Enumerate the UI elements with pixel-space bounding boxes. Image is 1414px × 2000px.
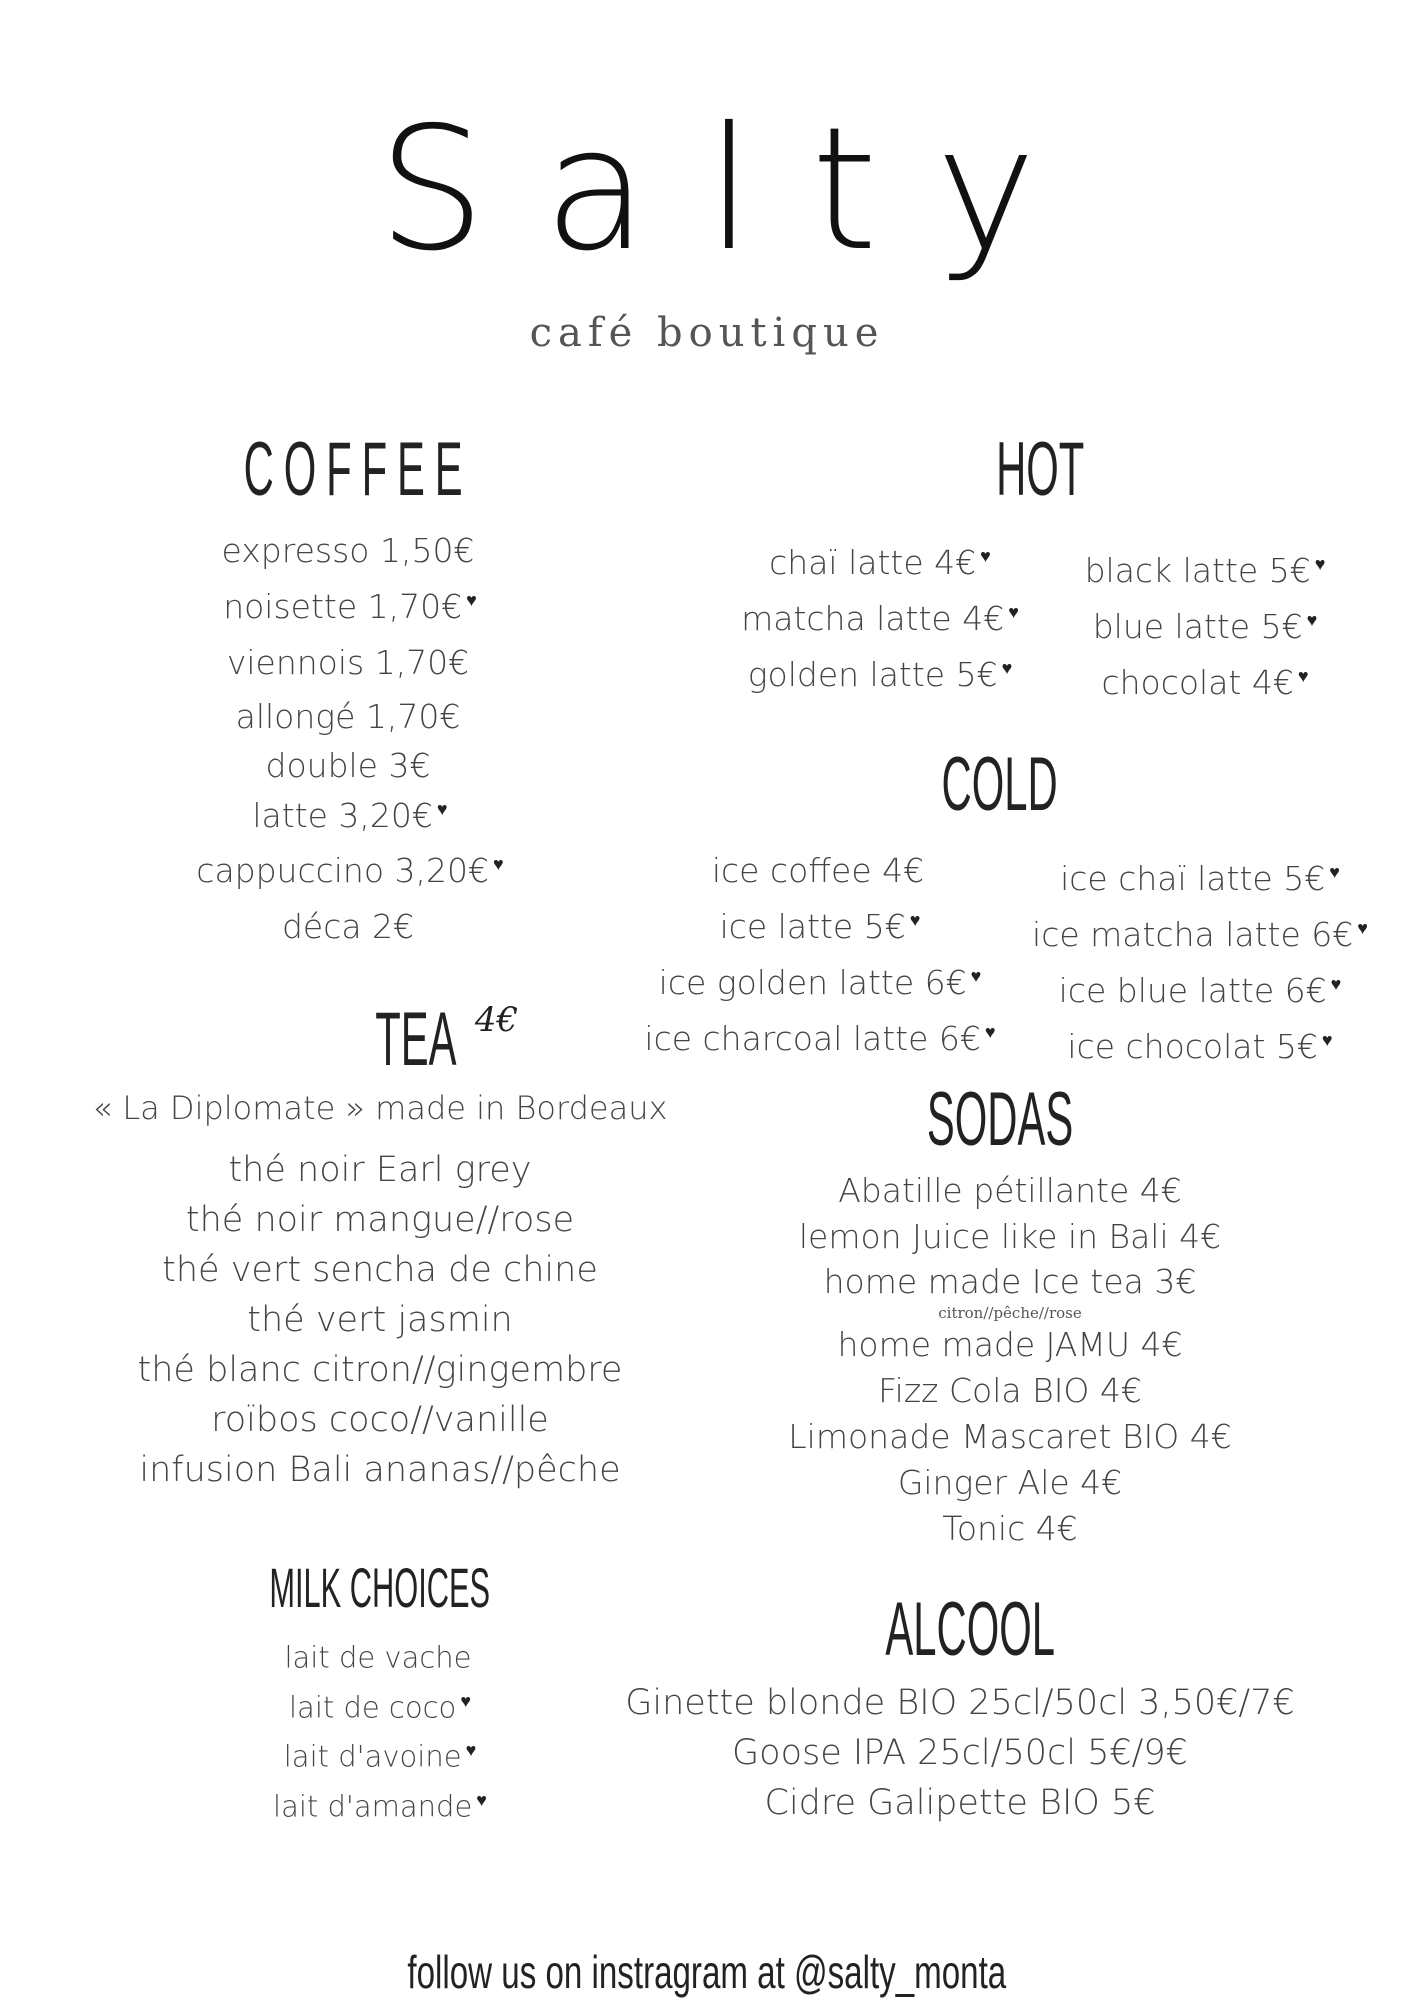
tea-item: thé blanc citron//gingembre bbox=[137, 1350, 623, 1390]
soda-item: Abatille pétillante 4€ bbox=[838, 1171, 1182, 1210]
heart-icon: ♥ bbox=[970, 966, 982, 987]
alcool-list bbox=[560, 1678, 1360, 1828]
cold-heading: COLD bbox=[941, 742, 1059, 827]
tea-item: thé noir mangue//rose bbox=[185, 1200, 575, 1240]
heart-icon: ♥ bbox=[1306, 610, 1318, 631]
tea-item: thé noir Earl grey bbox=[228, 1150, 532, 1190]
alcool-item: Ginette blonde BIO 25cl/50cl 3,50€/7€ bbox=[625, 1683, 1295, 1723]
hot-list-left bbox=[700, 532, 1060, 700]
alcool-item: Cidre Galipette BIO 5€ bbox=[764, 1783, 1156, 1823]
cold-item: ice chaï latte 5€ ♥ bbox=[1060, 859, 1340, 898]
heart-icon: ♥ bbox=[980, 546, 991, 567]
alcool-heading: ALCOOL bbox=[885, 1587, 1055, 1672]
tea-price: 4€ bbox=[474, 1000, 519, 1040]
hot-list-right bbox=[1055, 540, 1355, 708]
cold-item: ice coffee 4€ bbox=[711, 851, 925, 890]
milk-item: lait de vache bbox=[284, 1640, 472, 1675]
coffee-heading: COFFEE bbox=[243, 427, 473, 512]
coffee-item: expresso 1,50€ bbox=[221, 531, 475, 570]
cold-list-left bbox=[620, 840, 1020, 1064]
sodas-list bbox=[760, 1168, 1260, 1552]
heart-icon: ♥ bbox=[1330, 974, 1342, 995]
heart-icon: ♥ bbox=[1297, 666, 1309, 687]
heart-icon: ♥ bbox=[984, 1022, 996, 1043]
hot-item: chocolat 4€ ♥ bbox=[1101, 663, 1309, 702]
soda-item: home made Ice tea 3€ bbox=[823, 1262, 1197, 1301]
tea-brand-line: « La Diplomate » made in Bordeaux bbox=[92, 1089, 668, 1127]
heart-icon: ♥ bbox=[465, 1740, 477, 1762]
cold-item: ice latte 5€ ♥ bbox=[719, 907, 921, 946]
hot-item: blue latte 5€ ♥ bbox=[1092, 607, 1318, 646]
coffee-item: allongé 1,70€ bbox=[235, 697, 461, 736]
soda-item: lemon Juice like in Bali 4€ bbox=[798, 1217, 1222, 1256]
hot-item: matcha latte 4€ ♥ bbox=[741, 599, 1019, 638]
coffee-item: double 3€ bbox=[265, 746, 431, 785]
coffee-item: cappuccino 3,20€ ♥ bbox=[196, 851, 504, 890]
hot-heading: HOT bbox=[995, 427, 1085, 512]
milk-list bbox=[180, 1630, 580, 1829]
soda-item: Tonic 4€ bbox=[942, 1509, 1078, 1548]
cold-item: ice blue latte 6€ ♥ bbox=[1058, 971, 1342, 1010]
heart-icon: ♥ bbox=[909, 910, 921, 931]
alcool-item: Goose IPA 25cl/50cl 5€/9€ bbox=[732, 1733, 1188, 1773]
heart-icon: ♥ bbox=[436, 799, 448, 820]
tea-item: thé vert jasmin bbox=[247, 1300, 513, 1340]
heart-icon: ♥ bbox=[466, 590, 477, 611]
soda-item: home made JAMU 4€ bbox=[837, 1325, 1183, 1364]
brand-subtitle: café boutique bbox=[529, 310, 885, 356]
cold-item: ice golden latte 6€ ♥ bbox=[658, 963, 982, 1002]
milk-heading: MILK CHOICES bbox=[269, 1556, 491, 1619]
heart-icon: ♥ bbox=[1008, 602, 1019, 623]
coffee-item: viennois 1,70€ bbox=[226, 643, 470, 682]
soda-item: Ginger Ale 4€ bbox=[897, 1463, 1123, 1502]
coffee-item: latte 3,20€ ♥ bbox=[252, 796, 448, 835]
heart-icon: ♥ bbox=[1314, 554, 1326, 575]
instagram-footer: follow us on instragram at @salty_monta bbox=[407, 1946, 1007, 1998]
milk-item: lait de coco ♥ bbox=[288, 1690, 471, 1725]
tea-item: thé vert sencha de chine bbox=[162, 1250, 598, 1290]
cold-item: ice charcoal latte 6€ ♥ bbox=[644, 1019, 996, 1058]
heart-icon: ♥ bbox=[476, 1789, 487, 1811]
hot-item: chaï latte 4€ ♥ bbox=[769, 543, 991, 582]
heart-icon: ♥ bbox=[1001, 658, 1013, 679]
coffee-list bbox=[150, 520, 550, 952]
hot-item: black latte 5€ ♥ bbox=[1084, 551, 1326, 590]
tea-item: roïbos coco//vanille bbox=[211, 1400, 549, 1440]
cold-list-right bbox=[1010, 848, 1390, 1072]
cold-item: ice chocolat 5€ ♥ bbox=[1067, 1027, 1333, 1066]
milk-item: lait d'avoine ♥ bbox=[283, 1739, 477, 1774]
soda-item: Fizz Cola BIO 4€ bbox=[878, 1371, 1142, 1410]
hot-item: golden latte 5€ ♥ bbox=[747, 655, 1013, 694]
sodas-heading: SODAS bbox=[926, 1077, 1074, 1162]
tea-heading: TEA 4€ bbox=[375, 997, 519, 1082]
soda-item: Limonade Mascaret BIO 4€ bbox=[788, 1417, 1232, 1456]
tea-item: infusion Bali ananas//pêche bbox=[139, 1450, 621, 1490]
brand-logo: Salty bbox=[377, 91, 1095, 289]
coffee-item: déca 2€ bbox=[281, 907, 415, 946]
heart-icon: ♥ bbox=[1329, 862, 1340, 883]
ice-tea-flavors-note: citron//pêche//rose bbox=[938, 1304, 1082, 1322]
heart-icon: ♥ bbox=[493, 854, 504, 875]
coffee-item: noisette 1,70€ ♥ bbox=[223, 587, 477, 626]
heart-icon: ♥ bbox=[1357, 918, 1368, 939]
tea-list bbox=[80, 1145, 680, 1495]
heart-icon: ♥ bbox=[1321, 1030, 1333, 1051]
cold-item: ice matcha latte 6€ ♥ bbox=[1032, 915, 1368, 954]
heart-icon: ♥ bbox=[460, 1690, 471, 1712]
milk-item: lait d'amande ♥ bbox=[273, 1789, 487, 1824]
